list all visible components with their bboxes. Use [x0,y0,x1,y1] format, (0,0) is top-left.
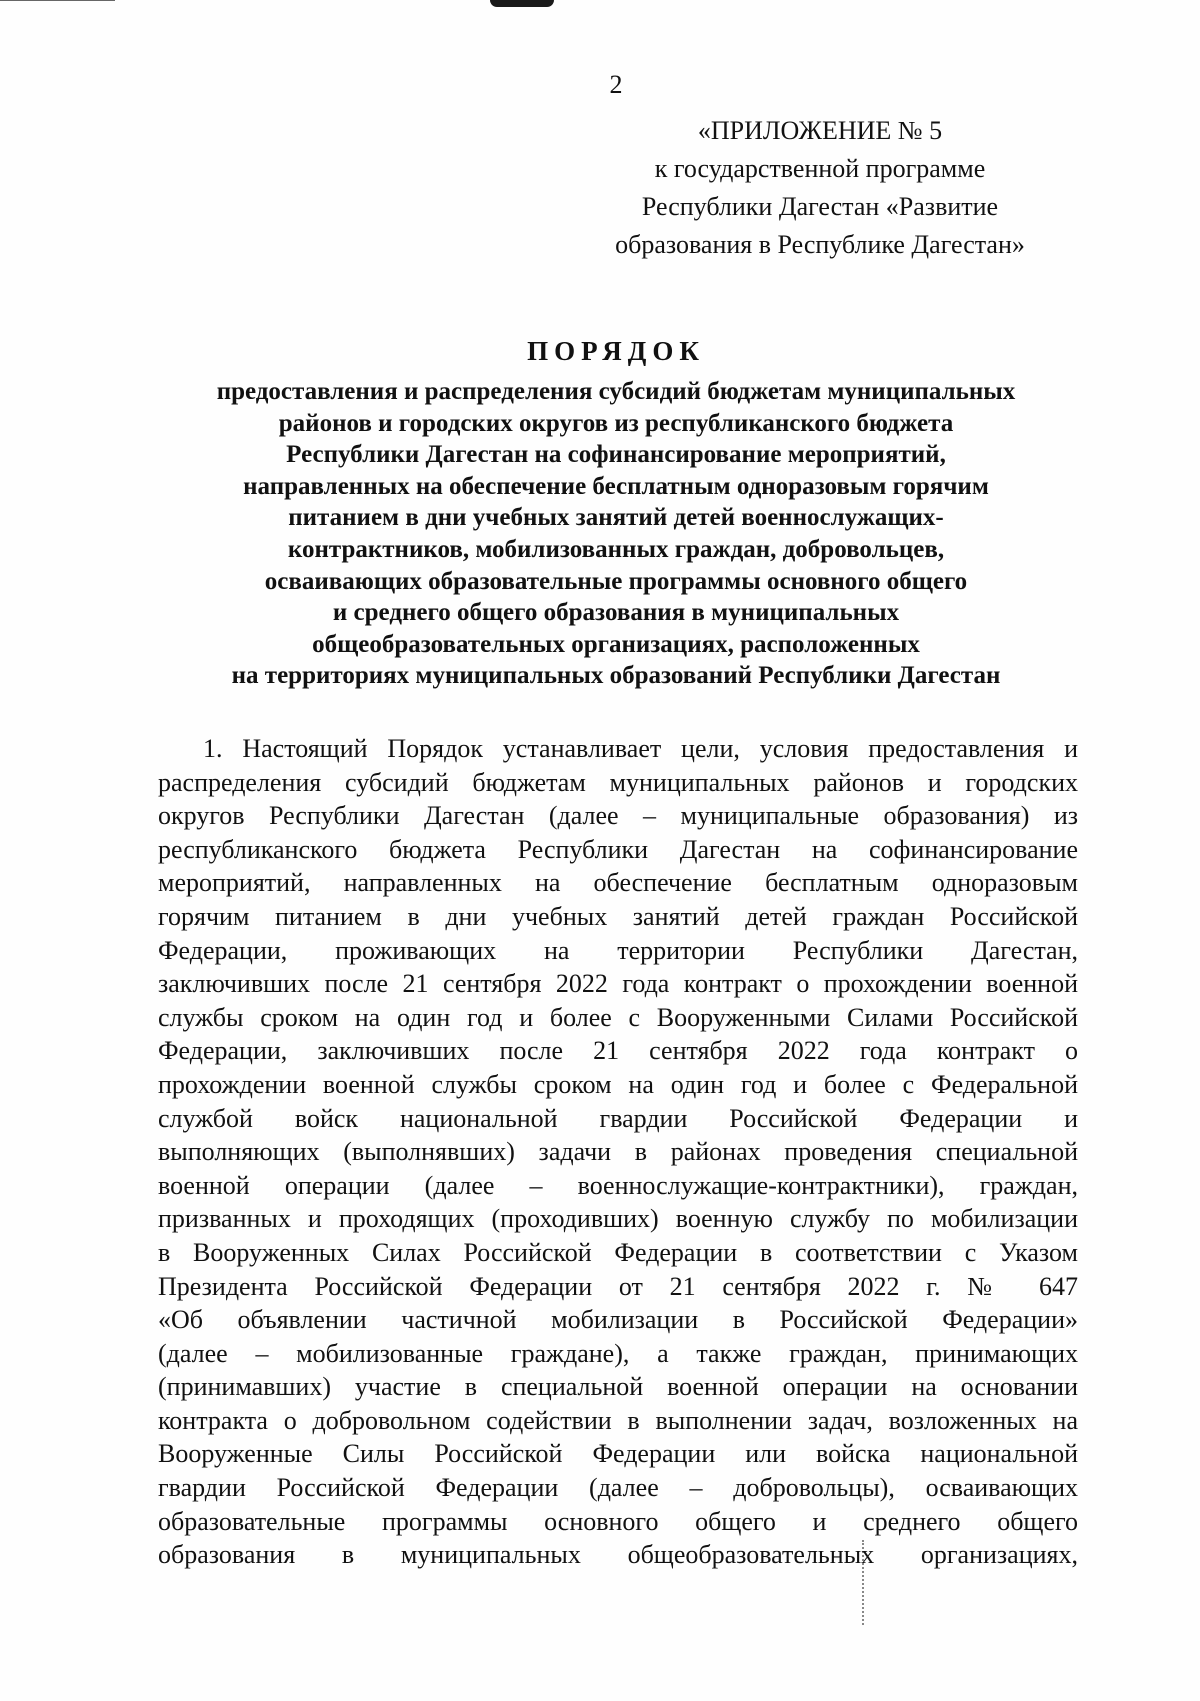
body-line: распределения субсидий бюджетам муниципальных районов и городских [158,767,1078,797]
body-line: округов Республики Дагестан (далее – муниципальные образования) из [158,801,1078,831]
body-line: (далее – мобилизованные граждане), а также граждан, принимающих [158,1338,1078,1368]
body-line: горячим питанием в дни учебных занятий детей граждан Российской [158,901,1078,931]
body-line: Президента Российской Федерации от 21 сентября 2022 г. № 647 [158,1271,1078,1301]
scan-artifact-line [0,0,115,1]
subtitle-line: на территориях муниципальных образований Республики Дагестан [231,662,1001,690]
body-line: образовательные программы основного общего и среднего общего [158,1506,1078,1536]
body-line: военной операции (далее – военнослужащие-контрактники), граждан, [158,1170,1078,1200]
body-line: республиканского бюджета Республики Дагестан на софинансирование [158,834,1078,864]
document-title: ПОРЯДОК [527,336,705,366]
body-line: службой войск национальной гвардии Российской Федерации и [158,1103,1078,1133]
body-line: службы сроком на один год и более с Вооруженными Силами Российской [158,1002,1078,1032]
subtitle-line: общеобразовательных организациях, расположенных [312,630,920,658]
body-line: «Об объявлении частичной мобилизации в Российской Федерации» [158,1305,1078,1335]
subtitle-line: Республики Дагестан на софинансирование мероприятий, [286,441,946,469]
body-line: гвардии Российской Федерации (далее – добровольцы), осваивающих [158,1473,1078,1503]
document-subtitle [150,376,1082,692]
subtitle-line: районов и городских округов из республиканского бюджета [278,409,954,437]
body-line: заключивших после 21 сентября 2022 года контракт о прохождении военной [158,969,1078,999]
body-line: контракта о добровольном содействии в выполнении задач, возложенных на [158,1405,1078,1435]
subtitle-line: питанием в дни учебных занятий детей военнослужащих- [288,504,944,532]
subtitle-line: предоставления и распределения субсидий бюджетам муниципальных [216,378,1016,405]
body-line: Федерации, проживающих на территории Республики Дагестан, [158,935,1078,965]
body-line: 1. Настоящий Порядок устанавливает цели, условия предоставления и [203,734,1078,763]
body-paragraph [158,732,1078,1572]
appendix-line: Республики Дагестан «Развитие [641,192,999,221]
body-line: образования в муниципальных общеобразовательных организациях, [158,1540,1078,1570]
subtitle-line: и среднего общего образования в муниципальных [332,599,900,627]
body-line: Федерации, заключивших после 21 сентября 2022 года контракт о [158,1036,1078,1066]
body-line: в Вооруженных Силах Российской Федерации в соответствии с Указом [158,1237,1078,1267]
body-line: (принимавших) участие в специальной военной операции на основании [158,1372,1078,1402]
subtitle-line: контрактников, мобилизованных граждан, добровольцев, [287,535,945,563]
body-line: прохождении военной службы сроком на один год и более с Федеральной [158,1069,1078,1099]
appendix-line: «ПРИЛОЖЕНИЕ № 5 [697,116,943,145]
subtitle-line: направленных на обеспечение бесплатным одноразовым горячим [243,472,989,500]
body-line: призванных и проходящих (проходивших) военную службу по мобилизации [158,1204,1078,1234]
body-line: Вооруженные Силы Российской Федерации или войска национальной [158,1439,1078,1469]
page-number: 2 [609,70,623,99]
body-line: мероприятий, направленных на обеспечение бесплатным одноразовым [158,868,1078,898]
appendix-line: образования в Республике Дагестан» [615,230,1025,259]
body-line: выполняющих (выполнявших) задачи в районах проведения специальной [158,1137,1078,1167]
subtitle-line: осваивающих образовательные программы основного общего [264,567,968,595]
scan-artifact-mark [490,0,554,7]
appendix-header [600,112,1040,264]
appendix-line: к государственной программе [654,154,986,183]
